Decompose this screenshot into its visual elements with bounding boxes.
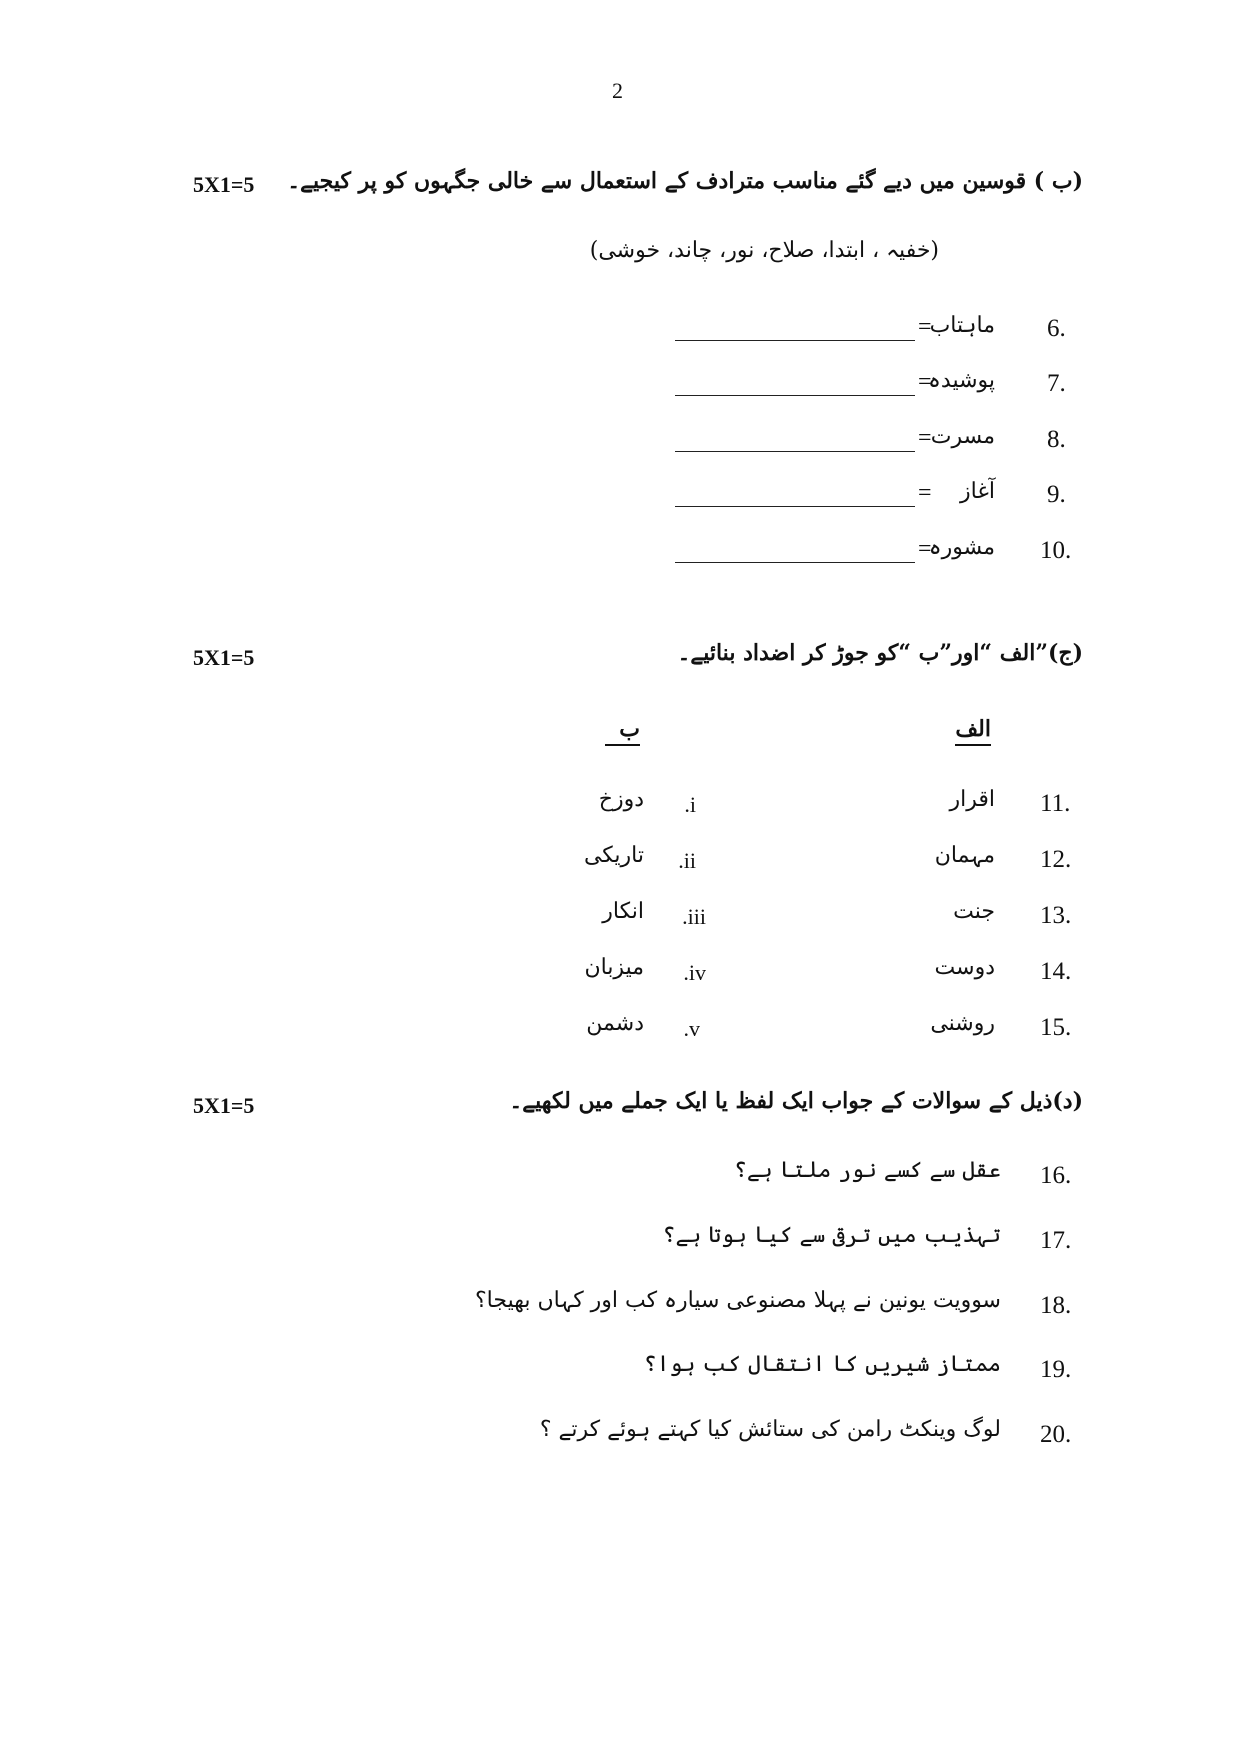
answer-blank[interactable] (675, 340, 915, 341)
column-a-word: دوست (934, 955, 995, 980)
column-a-word: اقرار (949, 787, 995, 812)
question-number: 13. (1040, 902, 1072, 929)
question-text: سوویت یونین نے پہلا مصنوعی سیارہ کب اور کہاں بھیجا؟ (474, 1288, 1001, 1313)
equals-sign: = (918, 536, 932, 562)
synonym-word: مسرت (930, 424, 995, 449)
column-b-word: انکار (602, 899, 644, 924)
column-a-word: جنت (953, 899, 995, 924)
synonym-word: ماہتاب (929, 313, 995, 338)
section-d-marks: 5X1=5 (193, 1093, 255, 1118)
question-number: 20. (1040, 1421, 1072, 1448)
roman-numeral: .v (683, 1016, 700, 1041)
question-number: 11. (1040, 790, 1071, 817)
column-b-word: دشمن (586, 1011, 644, 1036)
question-number: 8. (1047, 426, 1066, 453)
roman-numeral: .iv (683, 960, 706, 985)
answer-blank[interactable] (675, 395, 915, 396)
question-number: 16. (1040, 1162, 1072, 1189)
synonym-word: مشورہ (928, 535, 995, 560)
column-b-word: دوزخ (598, 787, 644, 812)
roman-numeral: .ii (678, 848, 696, 873)
column-header-alif: الف (955, 716, 991, 746)
question-number: 12. (1040, 846, 1072, 873)
roman-numeral: .iii (682, 904, 706, 929)
section-b-heading: (ب ) قوسین میں دیے گئے مناسب مترادف کے استعمال سے خالی جگہوں کو پر کیجیے۔ (287, 168, 1083, 194)
question-number: 9. (1047, 481, 1066, 508)
column-b-word: تاریکی (583, 843, 644, 868)
synonym-word: پوشیدہ (928, 368, 995, 393)
question-number: 17. (1040, 1227, 1072, 1254)
question-number: 18. (1040, 1292, 1072, 1319)
equals-sign: = (918, 425, 932, 451)
question-number: 14. (1040, 958, 1072, 985)
answer-blank[interactable] (675, 506, 915, 507)
column-a-word: روشنی (930, 1011, 995, 1036)
question-number: 15. (1040, 1014, 1072, 1041)
question-number: 6. (1047, 315, 1066, 342)
question-text: عقل سے کسے نور ملتا ہے؟ (734, 1158, 1001, 1183)
page-number: 2 (612, 78, 623, 103)
section-d-heading: (د)ذیل کے سوالات کے جواب ایک لفظ یا ایک جملے میں لکھیے۔ (509, 1088, 1083, 1114)
question-text: تہذیب میں ترقی سے کیا ہوتا ہے؟ (662, 1223, 1001, 1248)
synonym-word: آغاز (960, 479, 995, 504)
equals-sign: = (918, 480, 932, 506)
column-b-word: میزبان (584, 955, 644, 980)
column-header-be: ب (605, 716, 640, 746)
question-text: لوگ وینکٹ رامن کی ستائش کیا کہتے ہوئے کرتے ؟ (539, 1417, 1001, 1442)
equals-sign: = (918, 369, 932, 395)
equals-sign: = (918, 314, 932, 340)
question-text: ممتاز شیریں کا انتقال کب ہوا؟ (643, 1352, 1001, 1377)
roman-numeral: .i (684, 792, 696, 817)
question-number: 10. (1040, 537, 1072, 564)
question-number: 19. (1040, 1356, 1072, 1383)
section-c-marks: 5X1=5 (193, 645, 255, 670)
question-number: 7. (1047, 370, 1066, 397)
answer-blank[interactable] (675, 562, 915, 563)
section-c-heading: (ج)”الف “اور”ب “کو جوڑ کر اضداد بنائیے۔ (677, 640, 1083, 666)
answer-blank[interactable] (675, 451, 915, 452)
section-b-marks: 5X1=5 (193, 172, 255, 197)
section-b-options: (خفیہ ، ابتدا، صلاح، نور، چاند، خوشی) (589, 238, 939, 263)
column-a-word: مہمان (934, 843, 995, 868)
